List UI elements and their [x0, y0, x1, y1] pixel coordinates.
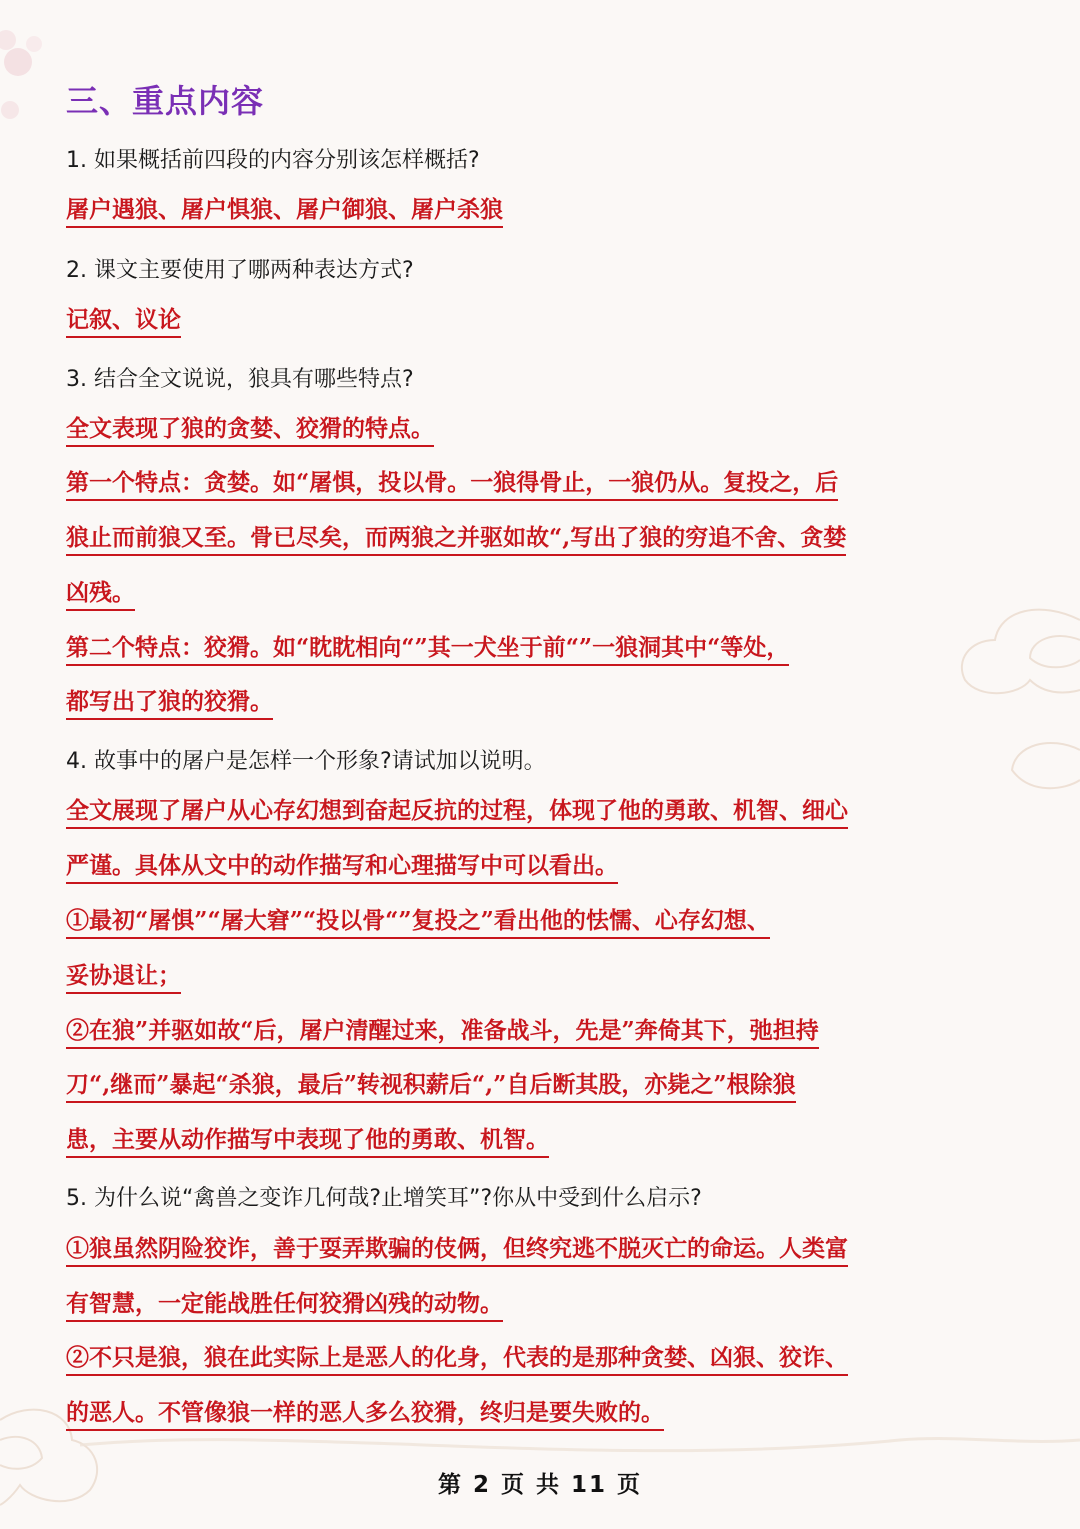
answer-text: 有智慧，一定能战胜任何狡猾凶残的动物。: [66, 1289, 503, 1322]
section-title: 三、重点内容: [66, 82, 265, 120]
answer-text: 患，主要从动作描写中表现了他的勇敢、机智。: [66, 1125, 549, 1158]
answer-2-line-1: [66, 305, 181, 339]
answer-text: 屠户遇狼、屠户惧狼、屠户御狼、屠户杀狼: [66, 195, 503, 228]
answer-3-line-4: [66, 578, 135, 612]
answer-4-line-3: [66, 906, 770, 940]
answer-text: 狼止而前狼又至。骨已尽矣，而两狼之并驱如故“,写出了狼的穷追不舍、贪婪: [66, 523, 846, 556]
answer-5-line-2: [66, 1289, 503, 1323]
answer-text: 刀“,继而”暴起“杀狼，最后”转视积薪后“,”自后断其股，亦毙之”根除狼: [66, 1070, 796, 1103]
answer-3-line-2: [66, 468, 838, 502]
answer-text: 严谨。具体从文中的动作描写和心理描写中可以看出。: [66, 851, 618, 884]
answer-text: 记叙、议论: [66, 305, 181, 338]
answer-4-line-5: [66, 1016, 819, 1050]
answer-1-line-1: [66, 195, 503, 229]
answer-3-line-6: [66, 687, 273, 721]
question-3: 3. 结合全文说说，狼具有哪些特点?: [66, 367, 414, 392]
answer-3-line-5: [66, 633, 789, 667]
answer-5-line-4: [66, 1398, 664, 1432]
question-5: 5. 为什么说“禽兽之变诈几何哉?止增笑耳”?你从中受到什么启示?: [66, 1186, 702, 1211]
answer-5-line-3: [66, 1343, 848, 1377]
answer-text: 都写出了狼的狡猾。: [66, 687, 273, 720]
answer-text: 第二个特点：狡猾。如“眈眈相向“”其一犬坐于前“”一狼洞其中“等处，: [66, 633, 789, 666]
answer-text: 的恶人。不管像狼一样的恶人多么狡猾，终归是要失败的。: [66, 1398, 664, 1431]
answer-text: 第一个特点：贪婪。如“屠惧，投以骨。一狼得骨止，一狼仍从。复投之，后: [66, 468, 838, 501]
answer-5-line-1: [66, 1234, 848, 1268]
page-number: 第 2 页 共 11 页: [437, 1472, 643, 1498]
answer-text: 妥协退让；: [66, 961, 181, 994]
answer-3-line-1: [66, 414, 434, 448]
question-2: 2. 课文主要使用了哪两种表达方式?: [66, 258, 414, 283]
answer-4-line-7: [66, 1125, 549, 1159]
answer-text: ②不只是狼，狼在此实际上是恶人的化身，代表的是那种贪婪、凶狠、狡诈、: [66, 1343, 848, 1376]
answer-3-line-3: [66, 523, 846, 557]
answer-4-line-2: [66, 851, 618, 885]
answer-text: ②在狼”并驱如故“后，屠户清醒过来，准备战斗，先是”奔倚其下，弛担持: [66, 1016, 819, 1049]
answer-text: 凶残。: [66, 578, 135, 611]
answer-4-line-1: [66, 796, 848, 830]
answer-text: ①狼虽然阴险狡诈，善于耍弄欺骗的伎俩，但终究逃不脱灭亡的命运。人类富: [66, 1234, 848, 1267]
answer-4-line-4: [66, 961, 181, 995]
answer-text: 全文展现了屠户从心存幻想到奋起反抗的过程，体现了他的勇敢、机智、细心: [66, 796, 848, 829]
question-1: 1. 如果概括前四段的内容分别该怎样概括?: [66, 148, 480, 173]
question-4: 4. 故事中的屠户是怎样一个形象?请试加以说明。: [66, 749, 546, 774]
answer-text: ①最初“屠惧”“屠大窘”“投以骨“”复投之”看出他的怯懦、心存幻想、: [66, 906, 770, 939]
answer-text: 全文表现了狼的贪婪、狡猾的特点。: [66, 414, 434, 447]
answer-4-line-6: [66, 1070, 796, 1104]
